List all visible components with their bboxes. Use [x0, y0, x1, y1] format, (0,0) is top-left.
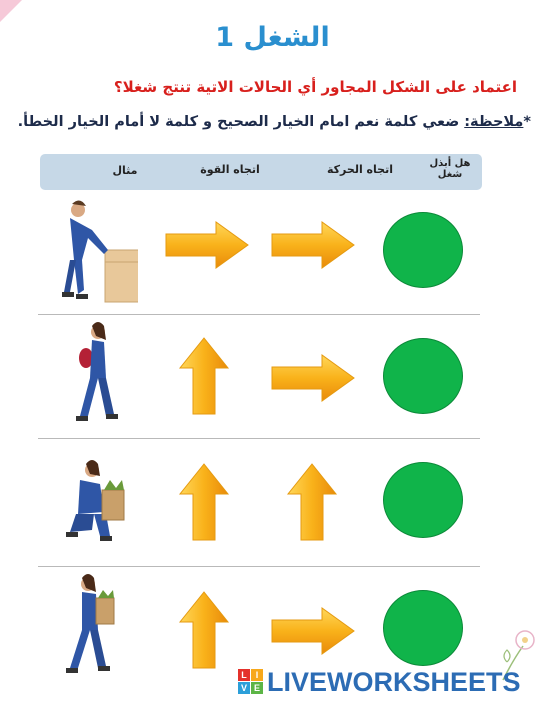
row-divider	[38, 314, 480, 315]
header-force-direction: اتجاه القوة	[200, 163, 260, 176]
worker-pushing-box-icon	[48, 190, 138, 310]
answer-circle[interactable]	[383, 338, 463, 414]
motion-arrow-right-icon	[270, 220, 356, 270]
motion-arrow-right-icon	[270, 353, 356, 403]
liveworksheets-logo-icon: L I V E	[238, 669, 265, 695]
answer-circle[interactable]	[383, 212, 463, 288]
force-arrow-up-icon	[178, 462, 230, 542]
page-title: الشغل 1	[215, 22, 330, 53]
motion-arrow-right-icon	[270, 606, 356, 656]
note-text: ضعي كلمة نعم امام الخيار الصحيح و كلمة لا أمام الخيار الخطأ.	[17, 114, 465, 130]
row-divider	[38, 566, 480, 567]
motion-arrow-up-icon	[286, 462, 338, 542]
watermark-text: LIVEWORKSHEETS	[267, 667, 521, 697]
answer-circle[interactable]	[383, 462, 463, 538]
force-arrow-right-icon	[164, 220, 250, 270]
force-arrow-up-icon	[178, 590, 230, 670]
woman-lifting-grocery-bag-icon	[48, 440, 138, 560]
header-work-done: هل أبذل شغل	[429, 158, 471, 180]
force-arrow-up-icon	[178, 336, 230, 416]
note-prefix: *	[523, 114, 531, 130]
instruction-note	[18, 114, 531, 130]
header-motion-direction: اتجاه الحركة	[326, 163, 394, 176]
question-text: اعتماد على الشكل المجاور أي الحالات الاتية تنتج شغلا؟	[113, 78, 517, 96]
liveworksheets-watermark	[238, 667, 538, 699]
table-header	[40, 154, 482, 190]
woman-walking-with-bag-icon	[48, 316, 138, 436]
table-row	[38, 440, 478, 560]
woman-carrying-bag-walking-icon	[48, 568, 138, 688]
header-example: مثال	[112, 164, 138, 177]
note-label: ملاحظة:	[464, 114, 524, 130]
table-row	[38, 190, 478, 310]
corner-decoration	[0, 0, 22, 22]
answer-circle[interactable]	[383, 590, 463, 666]
row-divider	[38, 438, 480, 439]
table-row	[38, 316, 478, 436]
